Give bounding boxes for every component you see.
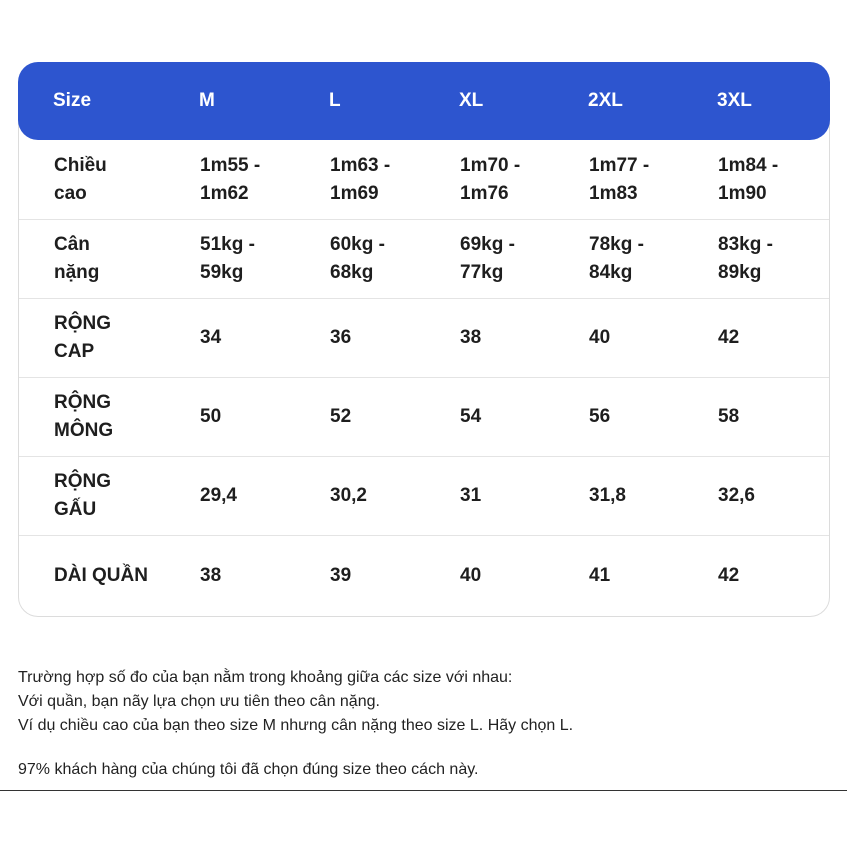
table-cell: 1m84 - 1m90 — [718, 155, 779, 204]
table-cell: 34 — [200, 327, 222, 348]
table-cell: 38 — [200, 565, 222, 586]
table-row-rong-mong — [19, 378, 829, 457]
header-cell-size: Size — [53, 90, 92, 111]
note-line-2: Với quần, bạn nãy lựa chọn ưu tiên theo cân nặng. — [18, 693, 380, 710]
table-cell: 83kg - 89kg — [718, 234, 773, 283]
table-cell: 31,8 — [589, 485, 626, 506]
table-cell: 58 — [718, 406, 740, 427]
table-cell: 42 — [718, 565, 740, 586]
table-cell: 52 — [330, 406, 352, 427]
row-label: DÀI QUẦN — [54, 565, 148, 586]
table-cell: 30,2 — [330, 485, 367, 506]
table-row-dai-quan — [19, 536, 829, 616]
header-cell-l: L — [329, 90, 341, 111]
table-cell: 50 — [200, 406, 222, 427]
table-cell: 40 — [589, 327, 611, 348]
table-cell: 56 — [589, 406, 611, 427]
table-cell: 54 — [460, 406, 482, 427]
table-cell: 38 — [460, 327, 482, 348]
row-label: RỘNG CAP — [54, 313, 111, 362]
table-cell: 69kg - 77kg — [460, 234, 515, 283]
table-row-chieu-cao — [19, 141, 829, 220]
table-cell: 1m70 - 1m76 — [460, 155, 521, 204]
row-label: Chiều cao — [54, 155, 107, 204]
row-label: Cân nặng — [54, 234, 100, 283]
table-cell: 31 — [460, 485, 482, 506]
note-line-4: 97% khách hàng của chúng tôi đã chọn đúng size theo cách này. — [18, 761, 479, 778]
header-cell-xl: XL — [459, 90, 484, 111]
table-row-rong-cap — [19, 299, 829, 378]
table-cell: 39 — [330, 565, 352, 586]
table-cell: 60kg - 68kg — [330, 234, 385, 283]
size-chart-table — [18, 62, 830, 617]
table-cell: 32,6 — [718, 485, 755, 506]
size-advice-notes — [18, 666, 818, 782]
table-cell: 78kg - 84kg — [589, 234, 644, 283]
header-cell-3xl: 3XL — [717, 90, 752, 111]
table-cell: 1m55 - 1m62 — [200, 155, 261, 204]
row-label: RỘNG MÔNG — [54, 392, 114, 441]
table-row-rong-gau — [19, 457, 829, 536]
table-cell: 1m63 - 1m69 — [330, 155, 391, 204]
row-label: RỘNG GẤU — [54, 471, 111, 520]
header-cell-m: M — [199, 90, 215, 111]
table-body — [18, 100, 830, 617]
note-line-1: Trường hợp số đo của bạn nằm trong khoảng giữa các size với nhau: — [18, 669, 513, 686]
note-line-3: Ví dụ chiều cao của bạn theo size M nhưng cân nặng theo size L. Hãy chọn L. — [18, 717, 574, 734]
table-row-can-nang — [19, 220, 829, 299]
header-cell-2xl: 2XL — [588, 90, 623, 111]
table-cell: 51kg - 59kg — [200, 234, 255, 283]
table-cell: 29,4 — [200, 485, 237, 506]
table-cell: 40 — [460, 565, 482, 586]
bottom-divider — [0, 790, 847, 791]
table-cell: 1m77 - 1m83 — [589, 155, 650, 204]
table-cell: 41 — [589, 565, 611, 586]
table-header-row — [18, 62, 830, 140]
table-cell: 36 — [330, 327, 352, 348]
table-cell: 42 — [718, 327, 740, 348]
